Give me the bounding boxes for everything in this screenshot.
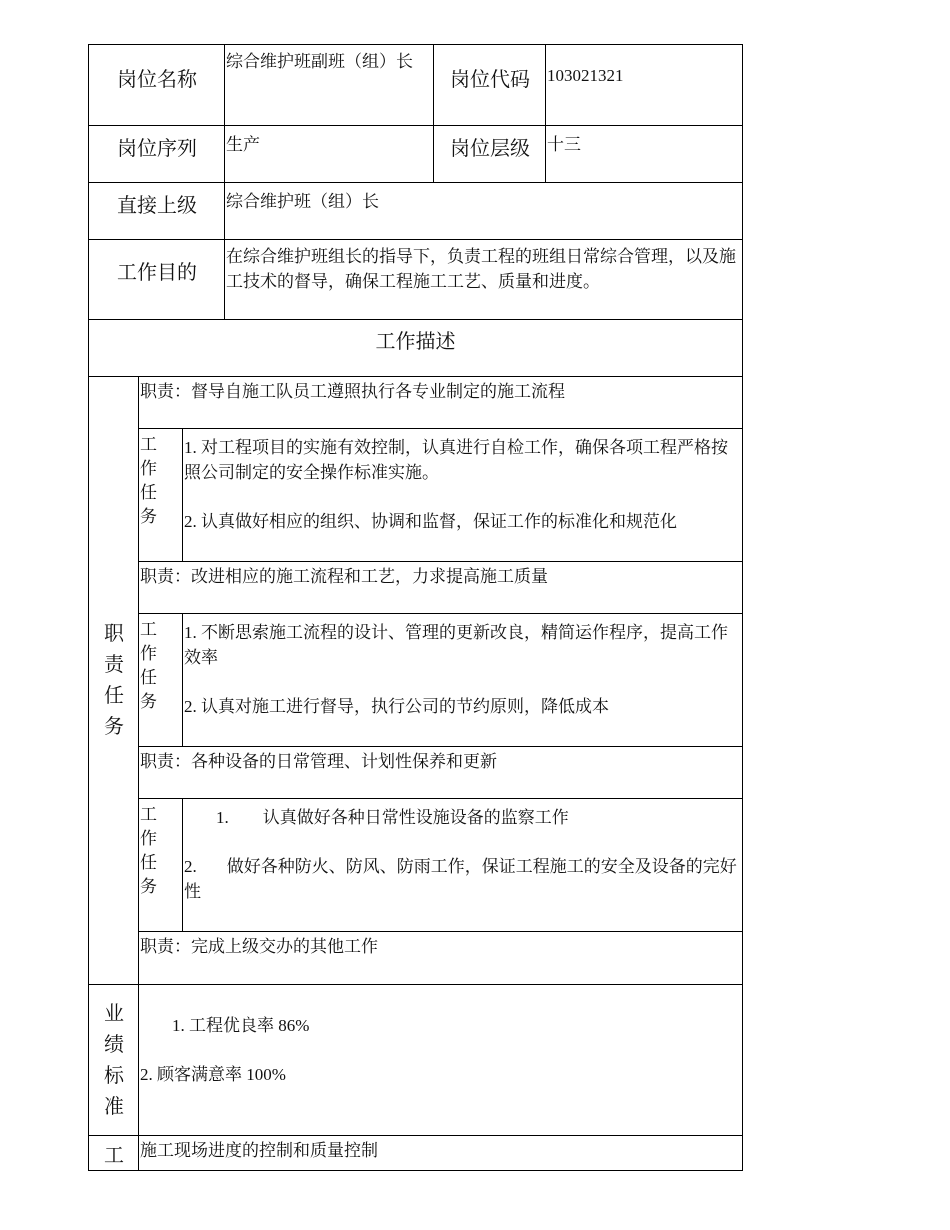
- position-level-label: [433, 125, 547, 184]
- work-description-title-text: 工作描述: [375, 331, 456, 353]
- position-level-value: 十三: [545, 125, 743, 184]
- next-section-value: 施工现场进度的控制和质量控制: [138, 1135, 743, 1171]
- duty-3-task-label-cell: [138, 798, 184, 933]
- superior-label-text: 直接上级: [117, 195, 197, 217]
- duties-label-cell: [88, 376, 140, 986]
- position-code-label-text: 岗位代码: [450, 69, 530, 91]
- duty-1-task-label-cell: [138, 428, 184, 563]
- position-series-label-text: 岗位序列: [117, 138, 197, 160]
- next-section-label-text: 工: [104, 1145, 124, 1167]
- position-name-value: 综合维护班副班（组）长: [224, 44, 435, 127]
- duty-2: 职责：改进相应的施工流程和工艺，力求提高施工质量: [138, 561, 743, 615]
- performance-label: 业绩标准: [104, 1002, 124, 1118]
- duty-1: 职责：督导自施工队员工遵照执行各专业制定的施工流程: [138, 376, 743, 430]
- position-name-label: [88, 44, 226, 127]
- duty-2-task-label: 工作任务: [140, 620, 157, 711]
- position-series-value: 生产: [224, 125, 435, 184]
- duty-3-task-label: 工作任务: [140, 805, 157, 896]
- position-code-label: [433, 44, 547, 127]
- performance-standards: [138, 984, 743, 1137]
- duty-2-task-label-cell: [138, 613, 184, 748]
- superior-label: [88, 182, 226, 241]
- duty-3-task-2: [184, 854, 738, 904]
- position-name-label-text: 岗位名称: [117, 69, 197, 91]
- next-section-label: [88, 1135, 140, 1171]
- duty-1-task-label: 工作任务: [140, 435, 157, 526]
- work-description-title: [88, 319, 743, 378]
- duty-3: 职责：各种设备的日常管理、计划性保养和更新: [138, 746, 743, 800]
- duty-3-tasks: [182, 798, 743, 933]
- purpose-label: [88, 239, 226, 321]
- duty-3-task-1-text: 认真做好各种日常性设施设备的监察工作: [262, 808, 569, 827]
- duty-2-tasks: [182, 613, 743, 748]
- superior-value: 综合维护班（组）长: [224, 182, 743, 241]
- position-level-label-text: 岗位层级: [450, 138, 530, 160]
- duty-2-task-2: 2. 认真对施工进行督导，执行公司的节约原则，降低成本: [184, 697, 609, 716]
- purpose-value: 在综合维护班组长的指导下，负责工程的班组日常综合管理，以及施工技术的督导，确保工程施工工艺、质量和进度。: [224, 239, 743, 321]
- performance-item-1: 1. 工程优良率 86%: [172, 1016, 310, 1035]
- duty-3-task-2-number: 2.: [184, 857, 197, 876]
- performance-item-2: 2. 顾客满意率 100%: [140, 1065, 286, 1084]
- duty-3-task-2-text: 做好各种防火、防风、防雨工作，保证工程施工的安全及设备的完好性: [184, 857, 737, 901]
- duty-2-task-1: 1. 不断思索施工流程的设计、管理的更新改良，精简运作程序，提高工作效率: [184, 623, 728, 667]
- position-series-label: [88, 125, 226, 184]
- duty-1-tasks: [182, 428, 743, 563]
- duty-3-task-1: [184, 805, 738, 830]
- duty-4: 职责：完成上级交办的其他工作: [138, 931, 743, 986]
- duties-label: 职责任务: [104, 623, 124, 738]
- duty-3-task-1-number: 1.: [216, 808, 229, 827]
- duty-1-task-1: 1. 对工程项目的实施有效控制，认真进行自检工作，确保各项工程严格按照公司制定的安全操作标准实施。: [184, 438, 728, 482]
- purpose-label-text: 工作目的: [117, 262, 197, 284]
- position-code-value: 103021321: [545, 44, 743, 127]
- performance-label-cell: [88, 984, 140, 1137]
- duty-1-task-2: 2. 认真做好相应的组织、协调和监督，保证工作的标准化和规范化: [184, 512, 677, 531]
